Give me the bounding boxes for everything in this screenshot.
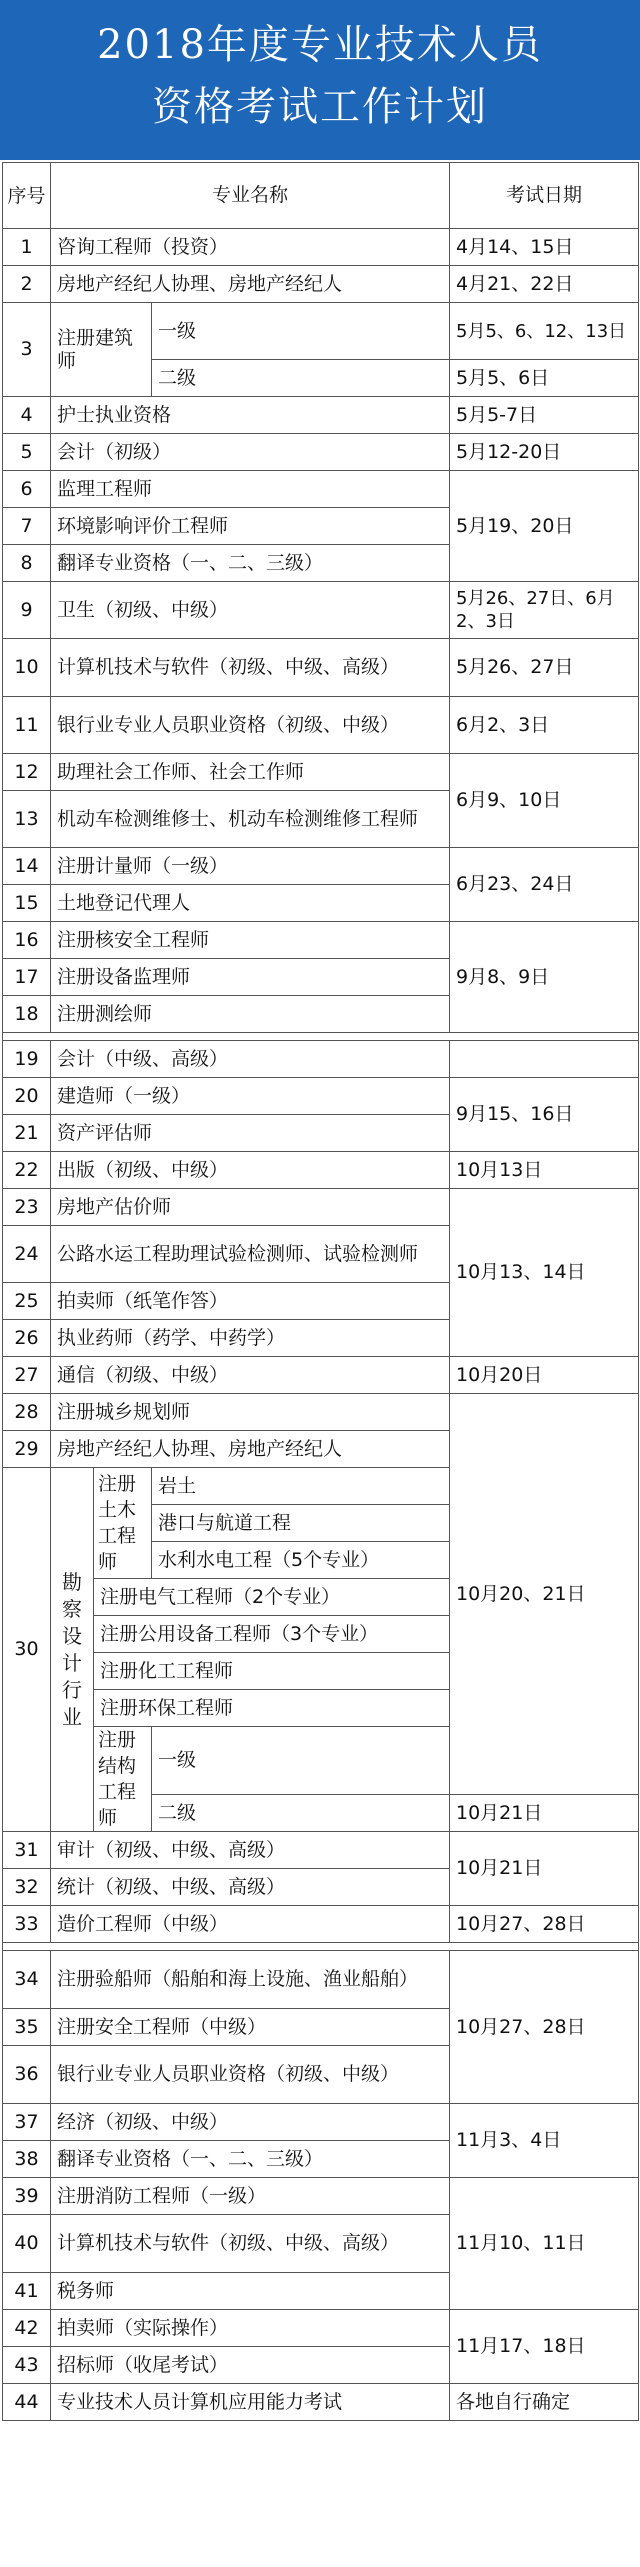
- row-date: 11月3、4日: [450, 2104, 639, 2178]
- table-row: [3, 1041, 639, 1078]
- row-name: 注册核安全工程师: [51, 922, 450, 959]
- section-gap-cell: [3, 1033, 639, 1041]
- row-no: 18: [3, 996, 51, 1033]
- subgroup-civil: 注册土木工程师: [94, 1468, 152, 1579]
- row-no: 30: [3, 1468, 51, 1832]
- row-name: 计算机技术与软件（初级、中级、高级）: [51, 2215, 450, 2273]
- row-name: 经济（初级、中级）: [51, 2104, 450, 2141]
- row-date: 10月13日: [450, 1152, 639, 1189]
- row-name: 机动车检测维修士、机动车检测维修工程师: [51, 791, 450, 848]
- row-name: 注册设备监理师: [51, 959, 450, 996]
- row-date: 10月27、28日: [450, 1951, 639, 2104]
- table-row: [3, 1189, 639, 1226]
- table-row: [3, 1152, 639, 1189]
- row-no: 28: [3, 1394, 51, 1431]
- row-name: 招标师（收尾考试）: [51, 2347, 450, 2384]
- row-date: 4月21、22日: [450, 266, 639, 303]
- row-name: 房地产经纪人协理、房地产经纪人: [51, 1431, 450, 1468]
- table-row: [3, 697, 639, 754]
- row-no: 6: [3, 471, 51, 508]
- row-no: 1: [3, 229, 51, 266]
- table-row: [3, 639, 639, 697]
- row-name: 造价工程师（中级）: [51, 1906, 450, 1943]
- row-name: 咨询工程师（投资）: [51, 229, 450, 266]
- schedule-wrapper: [0, 160, 640, 2567]
- row-no: 36: [3, 2046, 51, 2104]
- row-subname: 注册电气工程师（2个专业）: [94, 1579, 450, 1616]
- table-row: [3, 397, 639, 434]
- row-name: 注册消防工程师（一级）: [51, 2178, 450, 2215]
- row-no: 7: [3, 508, 51, 545]
- row-name: 卫生（初级、中级）: [51, 582, 450, 639]
- row-name: 注册计量师（一级）: [51, 848, 450, 885]
- row-name: 银行业专业人员职业资格（初级、中级）: [51, 2046, 450, 2104]
- row-no: 25: [3, 1283, 51, 1320]
- row-date: 5月5、6、12、13日: [450, 303, 639, 360]
- row-no: 9: [3, 582, 51, 639]
- row-date-empty: [450, 1041, 639, 1078]
- row-name: 助理社会工作师、社会工作师: [51, 754, 450, 791]
- row-name: 计算机技术与软件（初级、中级、高级）: [51, 639, 450, 697]
- table-row: [3, 266, 639, 303]
- row-subname: 港口与航道工程: [152, 1505, 450, 1542]
- row-date: 5月5-7日: [450, 397, 639, 434]
- row-name: 执业药师（药学、中药学）: [51, 1320, 450, 1357]
- row-no: 17: [3, 959, 51, 996]
- row-no: 42: [3, 2310, 51, 2347]
- header-name: 专业名称: [51, 163, 450, 229]
- row-date: 5月12-20日: [450, 434, 639, 471]
- row-name: 翻译专业资格（一、二、三级）: [51, 2141, 450, 2178]
- row-name: 审计（初级、中级、高级）: [51, 1832, 450, 1869]
- row-date: 5月19、20日: [450, 471, 639, 582]
- row-date: 9月8、9日: [450, 922, 639, 1033]
- row-date: 10月13、14日: [450, 1189, 639, 1357]
- table-row: [3, 303, 639, 360]
- row-name: 拍卖师（实际操作）: [51, 2310, 450, 2347]
- row-no: 29: [3, 1431, 51, 1468]
- row-no: 27: [3, 1357, 51, 1394]
- row-date: 10月20日: [450, 1357, 639, 1394]
- table-header: [3, 163, 639, 229]
- row-no: 12: [3, 754, 51, 791]
- page-title-line-1: 2018年度专业技术人员: [97, 22, 543, 68]
- row-date: 5月5、6日: [450, 360, 639, 397]
- table-row: [3, 471, 639, 508]
- row-subname: 二级: [152, 360, 450, 397]
- row-no: 37: [3, 2104, 51, 2141]
- row-no: 8: [3, 545, 51, 582]
- row-name: 税务师: [51, 2273, 450, 2310]
- table-row: [3, 754, 639, 791]
- row-name: 护士执业资格: [51, 397, 450, 434]
- row-name: 统计（初级、中级、高级）: [51, 1869, 450, 1906]
- row-name: 房地产估价师: [51, 1189, 450, 1226]
- row-subname: 岩土: [152, 1468, 450, 1505]
- row-no: 13: [3, 791, 51, 848]
- row-name: 房地产经纪人协理、房地产经纪人: [51, 266, 450, 303]
- row-no: 23: [3, 1189, 51, 1226]
- table-row: [3, 1078, 639, 1115]
- row-name: 银行业专业人员职业资格（初级、中级）: [51, 697, 450, 754]
- row-subname: 一级: [152, 303, 450, 360]
- exam-schedule-table: [2, 162, 639, 2421]
- row-no: 20: [3, 1078, 51, 1115]
- row-subname: 注册环保工程师: [94, 1690, 450, 1727]
- row-no: 34: [3, 1951, 51, 2009]
- header-no: 序号: [3, 163, 51, 229]
- row-no: 33: [3, 1906, 51, 1943]
- row-no: 38: [3, 2141, 51, 2178]
- row-name: 注册验船师（船舶和海上设施、渔业船舶）: [51, 1951, 450, 2009]
- row-name: 土地登记代理人: [51, 885, 450, 922]
- row-date: 9月15、16日: [450, 1078, 639, 1152]
- row-date: 6月2、3日: [450, 697, 639, 754]
- row-date: 5月26、27日、6月2、3日: [450, 582, 639, 639]
- table-row: [3, 2310, 639, 2347]
- section-gap: [3, 1033, 639, 1041]
- row-name: 资产评估师: [51, 1115, 450, 1152]
- row-no: 24: [3, 1226, 51, 1283]
- row-no: 39: [3, 2178, 51, 2215]
- table-row: [3, 2178, 639, 2215]
- group-label: 勘察设计行业: [51, 1468, 94, 1832]
- row-date: 6月9、10日: [450, 754, 639, 848]
- table-row: [3, 922, 639, 959]
- row-date: 10月27、28日: [450, 1906, 639, 1943]
- row-name: 会计（中级、高级）: [51, 1041, 450, 1078]
- row-date: 10月20、21日: [450, 1394, 639, 1795]
- row-date: 10月21日: [450, 1832, 639, 1906]
- row-no: 22: [3, 1152, 51, 1189]
- header-date: 考试日期: [450, 163, 639, 229]
- row-name: 通信（初级、中级）: [51, 1357, 450, 1394]
- row-name: 建造师（一级）: [51, 1078, 450, 1115]
- row-date: 6月23、24日: [450, 848, 639, 922]
- table-row: [3, 2384, 639, 2421]
- row-name: 会计（初级）: [51, 434, 450, 471]
- table-row: [3, 1394, 639, 1431]
- row-date: 10月21日: [450, 1795, 639, 1832]
- row-name: 注册测绘师: [51, 996, 450, 1033]
- row-subname: 二级: [152, 1795, 450, 1832]
- row-no: 31: [3, 1832, 51, 1869]
- row-name: 环境影响评价工程师: [51, 508, 450, 545]
- row-date: 5月26、27日: [450, 639, 639, 697]
- row-name: 监理工程师: [51, 471, 450, 508]
- row-no: 15: [3, 885, 51, 922]
- row-subname: 注册化工工程师: [94, 1653, 450, 1690]
- row-name: 专业技术人员计算机应用能力考试: [51, 2384, 450, 2421]
- row-no: 41: [3, 2273, 51, 2310]
- row-no: 40: [3, 2215, 51, 2273]
- row-name: 公路水运工程助理试验检测师、试验检测师: [51, 1226, 450, 1283]
- row-name: 拍卖师（纸笔作答）: [51, 1283, 450, 1320]
- row-name: 注册建筑师: [51, 303, 152, 397]
- row-no: 26: [3, 1320, 51, 1357]
- row-no: 3: [3, 303, 51, 397]
- table-row: [3, 2104, 639, 2141]
- row-no: 32: [3, 1869, 51, 1906]
- row-no: 16: [3, 922, 51, 959]
- row-date: 各地自行确定: [450, 2384, 639, 2421]
- table-row: [3, 582, 639, 639]
- row-no: 35: [3, 2009, 51, 2046]
- page-title-line-2: 资格考试工作计划: [152, 84, 488, 130]
- row-name: 翻译专业资格（一、二、三级）: [51, 545, 450, 582]
- row-name: 注册城乡规划师: [51, 1394, 450, 1431]
- table-row: [3, 848, 639, 885]
- table-row: [3, 1357, 639, 1394]
- row-no: 19: [3, 1041, 51, 1078]
- row-no: 14: [3, 848, 51, 885]
- row-subname: 一级: [152, 1727, 450, 1795]
- table-row: [3, 1832, 639, 1869]
- row-name: 出版（初级、中级）: [51, 1152, 450, 1189]
- row-no: 10: [3, 639, 51, 697]
- row-no: 11: [3, 697, 51, 754]
- row-no: 44: [3, 2384, 51, 2421]
- row-name: 注册安全工程师（中级）: [51, 2009, 450, 2046]
- table-row: [3, 1951, 639, 2009]
- row-no: 5: [3, 434, 51, 471]
- row-no: 21: [3, 1115, 51, 1152]
- section-gap: [3, 1943, 639, 1951]
- row-date: 11月10、11日: [450, 2178, 639, 2310]
- subgroup-structural: 注册结构工程师: [94, 1727, 152, 1832]
- row-no: 2: [3, 266, 51, 303]
- row-subname: 注册公用设备工程师（3个专业）: [94, 1616, 450, 1653]
- table-row: [3, 1906, 639, 1943]
- row-no: 43: [3, 2347, 51, 2384]
- row-no: 4: [3, 397, 51, 434]
- row-date: 4月14、15日: [450, 229, 639, 266]
- section-gap-cell: [3, 1943, 639, 1951]
- title-banner: [0, 0, 640, 160]
- row-date: 11月17、18日: [450, 2310, 639, 2384]
- row-subname: 水利水电工程（5个专业）: [152, 1542, 450, 1579]
- table-row: [3, 434, 639, 471]
- table-row: [3, 229, 639, 266]
